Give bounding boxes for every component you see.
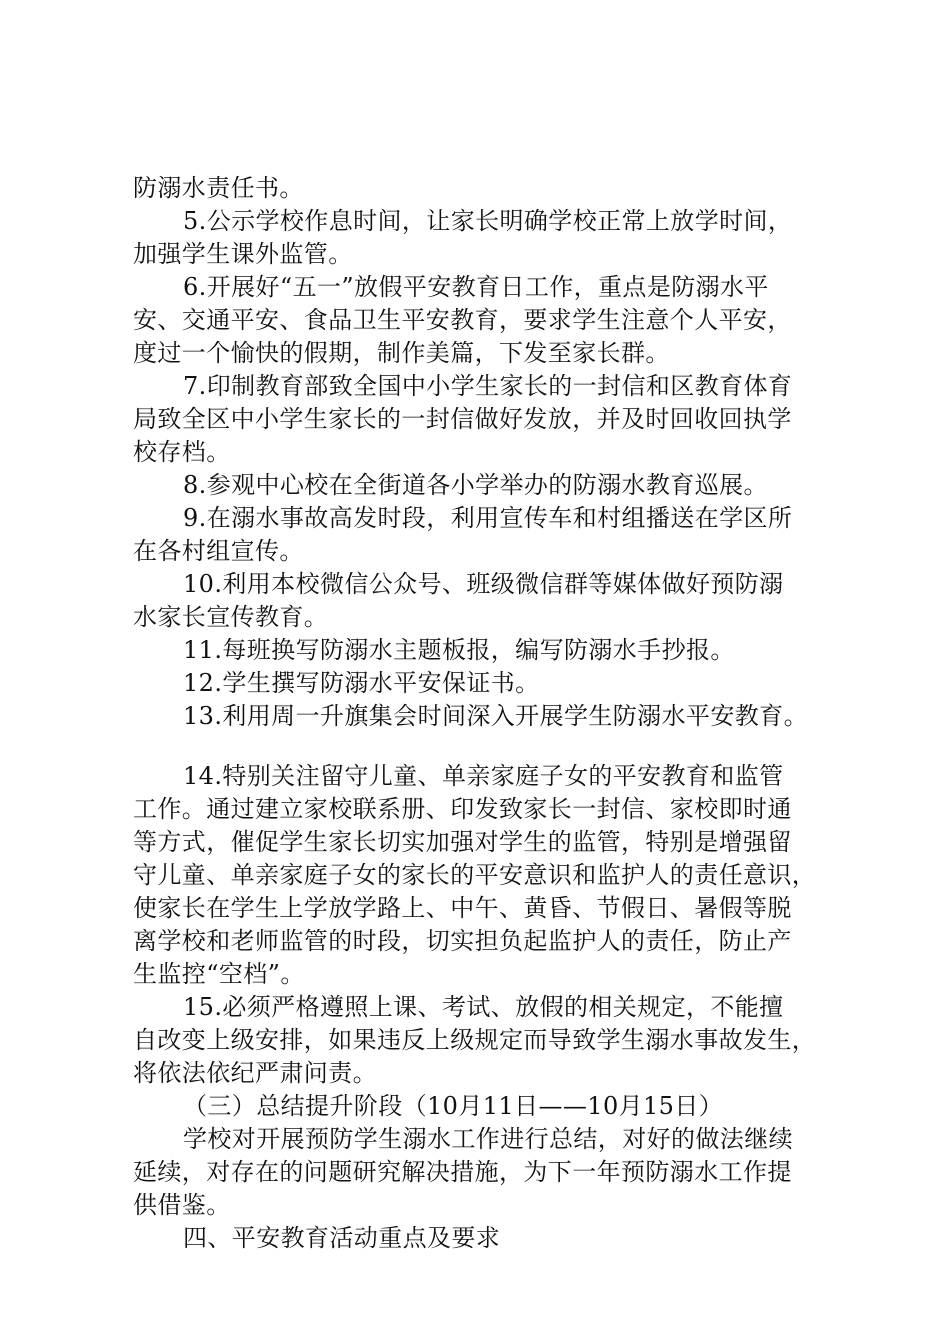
section-heading-summary-phase: （三）总结提升阶段（10月11日——10月15日） <box>183 1092 724 1120</box>
list-item-6: 6.开展好“五一”放假平安教育日工作，重点是防溺水平 <box>183 273 769 301</box>
text-line: 使家长在学生上学放学路上、中午、黄昏、节假日、暑假等脱 <box>133 894 792 922</box>
text-line: 防溺水责任书。 <box>133 174 304 202</box>
section-heading-key-points: 四、平安教育活动重点及要求 <box>183 1224 501 1252</box>
text-line: 生监控“空档”。 <box>133 960 305 988</box>
text-line: 加强学生课外监管。 <box>133 240 353 268</box>
text-line: 安、交通平安、食品卫生平安教育，要求学生注意个人平安， <box>133 306 792 334</box>
list-item-9: 9.在溺水事故高发时段，利用宣传车和村组播送在学区所 <box>183 504 793 532</box>
text-line: 延续，对存在的问题研究解决措施，为下一年预防溺水工作提 <box>133 1158 792 1186</box>
list-item-8: 8.参观中心校在全街道各小学举办的防溺水教育巡展。 <box>183 471 768 499</box>
list-item-10: 10.利用本校微信公众号、班级微信群等媒体做好预防溺 <box>183 570 784 598</box>
text-line: 水家长宣传教育。 <box>133 603 329 631</box>
list-item-11: 11.每班换写防溺水主题板报，编写防溺水手抄报。 <box>183 636 735 664</box>
text-line: 守儿童、单亲家庭子女的家长的平安意识和监护人的责任意识， <box>133 861 817 889</box>
list-item-7: 7.印制教育部致全国中小学生家长的一封信和区教育体育 <box>183 372 793 400</box>
paragraph-start: 学校对开展预防学生溺水工作进行总结，对好的做法继续 <box>183 1125 793 1153</box>
text-line: 校存档。 <box>133 438 231 466</box>
text-line: 局致全区中小学生家长的一封信做好发放，并及时回收回执学 <box>133 405 792 433</box>
list-item-5: 5.公示学校作息时间，让家长明确学校正常上放学时间， <box>183 207 793 235</box>
list-item-14: 14.特别关注留守儿童、单亲家庭子女的平安教育和监管 <box>183 762 784 790</box>
text-line: 工作。通过建立家校联系册、印发致家长一封信、家校即时通 <box>133 795 792 823</box>
list-item-13: 13.利用周一升旗集会时间深入开展学生防溺水平安教育。 <box>183 702 808 730</box>
text-line: 供借鉴。 <box>133 1191 231 1219</box>
text-line: 自改变上级安排，如果违反上级规定而导致学生溺水事故发生， <box>133 1026 817 1054</box>
text-line: 度过一个愉快的假期，制作美篇，下发至家长群。 <box>133 339 670 367</box>
list-item-15: 15.必须严格遵照上课、考试、放假的相关规定，不能擅 <box>183 993 784 1021</box>
text-line: 在各村组宣传。 <box>133 537 304 565</box>
text-line: 将依法依纪严肃问责。 <box>133 1059 377 1087</box>
text-line: 离学校和老师监管的时段，切实担负起监护人的责任，防止产 <box>133 927 792 955</box>
text-line: 等方式，催促学生家长切实加强对学生的监管，特别是增强留 <box>133 828 792 856</box>
list-item-12: 12.学生撰写防溺水平安保证书。 <box>183 669 540 697</box>
